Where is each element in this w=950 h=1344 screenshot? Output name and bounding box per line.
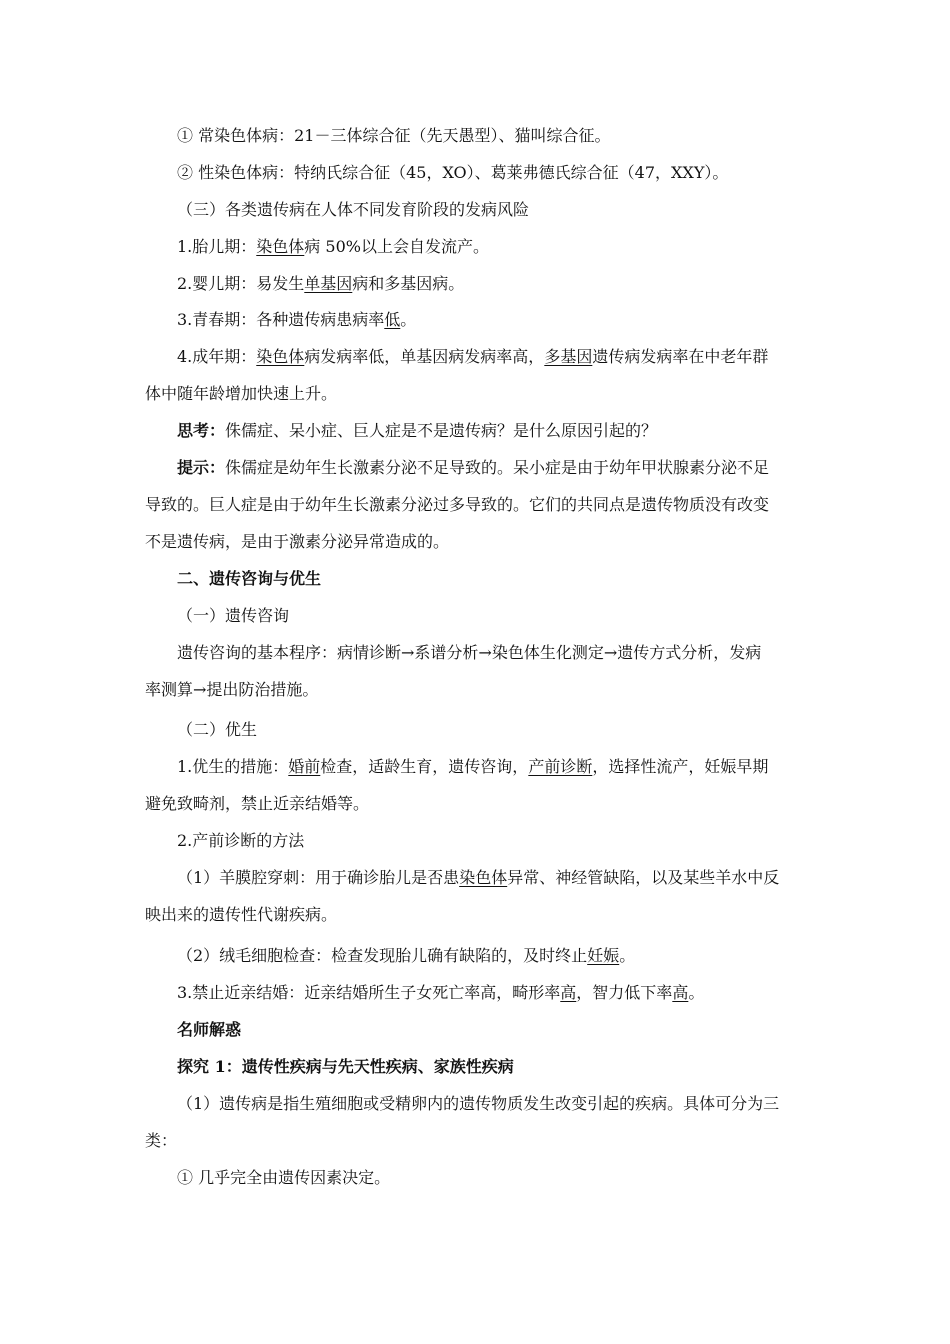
blank-answer: 单基因: [304, 274, 353, 293]
text: 3.青春期：各种遗传病患病率: [177, 310, 385, 329]
subsection-eugenics: （二）优生: [177, 720, 258, 739]
blank-answer: 低: [384, 310, 401, 329]
text: 异常、神经管缺陷，以及某些羊水中反: [507, 868, 780, 887]
hint-line: [177, 451, 810, 485]
text: 侏儒症、呆小症、巨人症是不是遗传病？是什么原因引起的？: [225, 421, 658, 440]
text: 1.胎儿期：: [177, 237, 257, 256]
text: 侏儒症是幼年生长激素分泌不足导致的。呆小症是由于幼年甲状腺素分泌不足: [225, 458, 770, 477]
eugenics-measures-line: [177, 750, 810, 784]
hint-line-3: 不是遗传病，是由于激素分泌异常造成的。: [145, 532, 450, 551]
blank-answer: 产前诊断: [528, 757, 593, 776]
chorionic-villus-line: [177, 939, 810, 973]
hint-line-2: 导致的。巨人症是由于幼年生长激素分泌过多导致的。它们的共同点是遗传物质没有改变: [145, 495, 770, 514]
hint-label: 提示：: [177, 458, 226, 477]
text: 病发病率低，单基因病发病率高，: [304, 347, 545, 366]
text: 2.婴儿期：易发生: [177, 274, 305, 293]
blank-answer: 染色体: [256, 347, 305, 366]
text: ，选择性流产，妊娠早期: [592, 757, 769, 776]
amniocentesis-line-cont: 映出来的遗传性代谢疾病。: [145, 905, 338, 924]
text: 。: [619, 946, 636, 965]
text: 3.禁止近亲结婚：近亲结婚所生子女死亡率高，畸形率: [177, 983, 561, 1002]
blank-answer: 染色体: [459, 868, 508, 887]
fetal-stage-line: [177, 230, 810, 264]
consanguineous-marriage-line: [177, 976, 810, 1010]
counseling-procedure-line: 遗传咨询的基本程序：病情诊断→系谱分析→染色体生化测定→遗传方式分析，发病: [177, 643, 762, 662]
text: 4.成年期：: [177, 347, 257, 366]
think-question: [177, 414, 810, 448]
heading-text: 探究 1：遗传性疾病与先天性疾病、家族性疾病: [177, 1057, 514, 1076]
amniocentesis-line: [177, 861, 810, 895]
think-label: 思考：: [177, 421, 226, 440]
genetic-category-1-line: ① 几乎完全由遗传因素决定。: [177, 1168, 391, 1187]
blank-answer: 多基因: [544, 347, 593, 366]
eugenics-measures-line-cont: 避免致畸剂，禁止近亲结婚等。: [145, 794, 370, 813]
text: 检查，适龄生育，遗传咨询，: [320, 757, 529, 776]
section-heading-3: （三）各类遗传病在人体不同发育阶段的发病风险: [177, 200, 530, 219]
heading-text: 名师解惑: [177, 1020, 242, 1039]
exploration-1-heading: [177, 1050, 810, 1084]
text: （2）绒毛细胞检查：检查发现胎儿确有缺陷的，及时终止: [177, 946, 588, 965]
blank-answer: 染色体: [256, 237, 305, 256]
heading-text: 二、遗传咨询与优生: [177, 569, 322, 588]
text: 病 50%以上会自发流产。: [304, 237, 489, 256]
text: 。: [688, 983, 705, 1002]
text: 遗传病发病率在中老年群: [592, 347, 769, 366]
text: ，智力低下率: [576, 983, 673, 1002]
blank-answer: 妊娠: [587, 946, 620, 965]
adult-stage-line-cont: 体中随年龄增加快速上升。: [145, 384, 338, 403]
prenatal-methods-heading: 2.产前诊断的方法: [177, 831, 305, 850]
blank-answer: 婚前: [288, 757, 321, 776]
adult-stage-line: [177, 340, 810, 374]
teacher-explanation-heading: [177, 1013, 810, 1047]
text: （1）羊膜腔穿刺：用于确诊胎儿是否患: [177, 868, 460, 887]
text: 病和多基因病。: [352, 274, 465, 293]
adolescent-stage-line: [177, 303, 810, 337]
genetic-disease-definition-line: （1）遗传病是指生殖细胞或受精卵内的遗传物质发生改变引起的疾病。具体可分为三: [177, 1094, 780, 1113]
sex-chromosome-disease-line: ② 性染色体病：特纳氏综合征（45，XO）、葛莱弗德氏综合征（47，XXY）。: [177, 163, 729, 182]
text: 。: [400, 310, 417, 329]
blank-answer: 高: [672, 983, 689, 1002]
subsection-genetic-counseling: （一）遗传咨询: [177, 606, 290, 625]
autosomal-disease-line: ① 常染色体病：21－三体综合征（先天愚型）、猫叫综合征。: [177, 126, 611, 145]
infant-stage-line: [177, 267, 810, 301]
genetic-disease-definition-cont: 类：: [145, 1131, 178, 1150]
blank-answer: 高: [560, 983, 577, 1002]
counseling-procedure-line-cont: 率测算→提出防治措施。: [145, 680, 319, 699]
text: 1.优生的措施：: [177, 757, 289, 776]
section-heading-2: [177, 562, 810, 596]
